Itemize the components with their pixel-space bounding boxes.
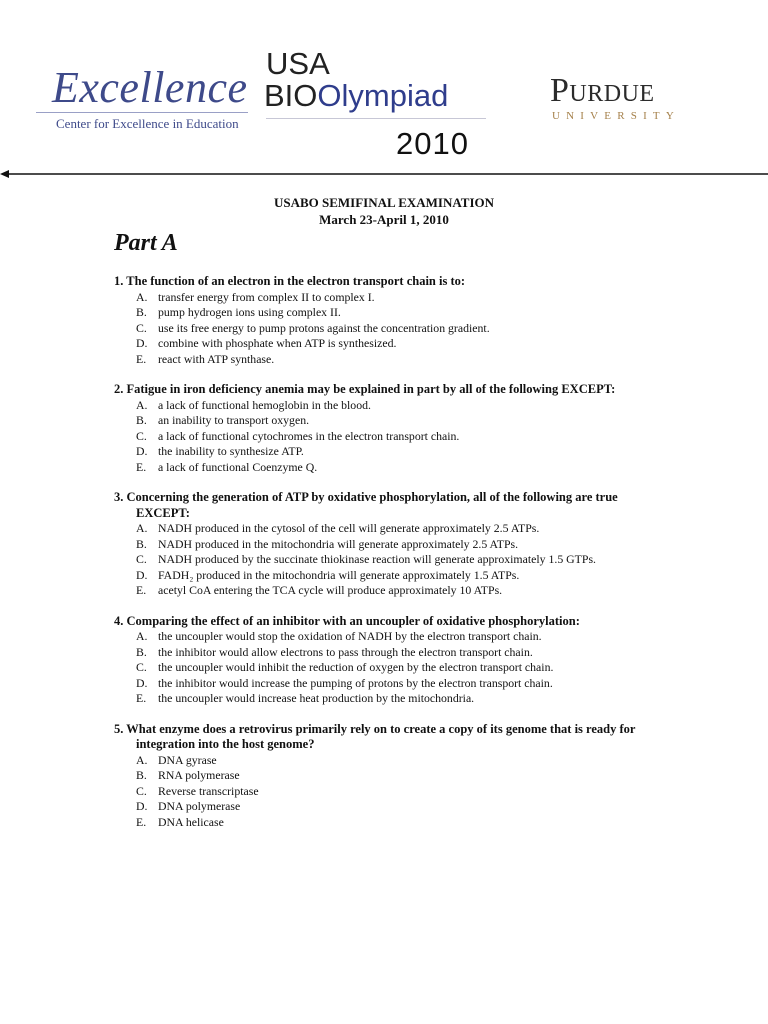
option-text: acetyl CoA entering the TCA cycle will produce approximately 10 ATPs. xyxy=(158,583,503,597)
answer-options xyxy=(114,629,674,707)
question-1 xyxy=(114,274,674,367)
option-text: the inability to synthesize ATP. xyxy=(158,444,304,458)
option-text: a lack of functional Coenzyme Q. xyxy=(158,459,318,474)
option-letter: B. xyxy=(136,644,147,659)
usabo-logo-bio: BIO xyxy=(264,78,318,113)
option-text: a lack of functional cytochromes in the electron transport chain. xyxy=(158,428,460,443)
answer-option xyxy=(114,629,674,645)
option-text: the inhibitor would increase the pumping of protons by the electron transport chain. xyxy=(158,675,553,690)
answer-option xyxy=(114,799,674,815)
answer-options xyxy=(114,753,674,831)
usabo-logo-bio-olympiad xyxy=(264,80,448,111)
answer-option xyxy=(114,398,674,414)
option-letter: E. xyxy=(136,459,147,474)
answer-option xyxy=(114,676,674,692)
option-letter: E. xyxy=(136,351,147,366)
option-letter: E. xyxy=(136,691,147,705)
option-letter: D. xyxy=(136,567,148,582)
question-text: 3. Concerning the generation of ATP by oxidative phosphorylation, all of the following are true EXCEPT: xyxy=(114,490,618,520)
arrowhead-left-icon xyxy=(0,170,9,178)
answer-option xyxy=(114,568,674,584)
usabo-logo-rule xyxy=(266,118,486,119)
answer-option xyxy=(114,290,674,306)
answer-option xyxy=(114,583,674,599)
excellence-logo xyxy=(32,60,252,132)
exam-title: USABO SEMIFINAL EXAMINATION xyxy=(273,195,495,210)
purdue-logo-name: Purdue xyxy=(550,72,655,109)
answer-option xyxy=(114,815,674,831)
option-letter: C. xyxy=(136,320,147,335)
option-letter: A. xyxy=(136,629,148,643)
option-letter: D. xyxy=(136,336,148,350)
answer-option xyxy=(114,521,674,537)
purdue-logo xyxy=(550,72,720,128)
option-letter: C. xyxy=(136,783,147,798)
answer-option xyxy=(114,444,674,460)
answer-options xyxy=(114,398,674,476)
option-letter: E. xyxy=(136,814,147,829)
option-letter: D. xyxy=(136,675,148,690)
option-letter: B. xyxy=(136,305,147,319)
option-text: the uncoupler would stop the oxidation of NADH by the electron transport chain. xyxy=(158,629,542,643)
answer-option xyxy=(114,352,674,368)
answer-option xyxy=(114,321,674,337)
option-text: pump hydrogen ions using complex II. xyxy=(158,305,341,319)
option-letter: B. xyxy=(136,768,147,782)
answer-option xyxy=(114,552,674,568)
option-text: the uncoupler would inhibit the reduction of oxygen by the electron transport chain. xyxy=(158,660,554,674)
answer-option xyxy=(114,460,674,476)
usabo-logo xyxy=(262,48,492,166)
answer-option xyxy=(114,336,674,352)
question-text: 1. The function of an electron in the electron transport chain is to: xyxy=(114,274,466,288)
option-letter: A. xyxy=(136,521,148,535)
usabo-logo-year: 2010 xyxy=(396,126,469,161)
option-text: transfer energy from complex II to complex I. xyxy=(158,289,375,304)
answer-option xyxy=(114,691,674,707)
option-letter: C. xyxy=(136,660,147,674)
option-letter: B. xyxy=(136,536,147,551)
answer-option xyxy=(114,753,674,769)
question-list xyxy=(114,274,674,845)
option-letter: C. xyxy=(136,428,147,443)
option-text: the inhibitor would allow electrons to pass through the electron transport chain. xyxy=(158,644,533,659)
answer-option xyxy=(114,537,674,553)
question-2 xyxy=(114,382,674,475)
option-text: Reverse transcriptase xyxy=(158,783,259,798)
option-text: NADH produced in the cytosol of the cell will generate approximately 2.5 ATPs. xyxy=(158,521,540,535)
question-text: 4. Comparing the effect of an inhibitor with an uncoupler of oxidative phosphorylation: xyxy=(114,613,580,628)
usabo-logo-usa: USA xyxy=(266,46,330,81)
excellence-logo-script: Excellence xyxy=(52,63,248,112)
option-text: the uncoupler would increase heat production by the mitochondria. xyxy=(158,691,475,705)
option-letter: E. xyxy=(136,583,147,597)
excellence-logo-rule xyxy=(36,112,248,113)
answer-option xyxy=(114,645,674,661)
option-letter: D. xyxy=(136,444,148,458)
option-letter: A. xyxy=(136,397,148,412)
answer-option xyxy=(114,429,674,445)
option-text: NADH produced in the mitochondria will generate approximately 2.5 ATPs. xyxy=(158,536,519,551)
option-letter: C. xyxy=(136,552,147,566)
option-letter: A. xyxy=(136,752,148,767)
option-text: NADH produced by the succinate thiokinase reaction will generate approximately 1.5 GTPs. xyxy=(158,552,596,566)
part-heading: Part A xyxy=(114,230,178,256)
answer-option xyxy=(114,660,674,676)
option-text: combine with phosphate when ATP is synthesized. xyxy=(158,336,397,350)
option-text: DNA polymerase xyxy=(158,799,241,813)
answer-options xyxy=(114,521,674,599)
answer-option xyxy=(114,413,674,429)
exam-dates: March 23-April 1, 2010 xyxy=(319,212,449,227)
question-text: 5. What enzyme does a retrovirus primarily rely on to create a copy of its genome that is ready for integration into the host genome? xyxy=(114,721,636,751)
option-letter: D. xyxy=(136,799,148,813)
option-letter: A. xyxy=(136,289,148,304)
option-text: RNA polymerase xyxy=(158,768,240,782)
header-divider-arrow xyxy=(0,167,768,181)
option-text: DNA helicase xyxy=(158,814,224,829)
purdue-logo-university: UNIVERSITY xyxy=(552,110,680,122)
option-text: use its free energy to pump protons against the concentration gradient. xyxy=(158,320,490,335)
answer-options xyxy=(114,290,674,368)
question-3 xyxy=(114,490,674,599)
option-text: a lack of functional hemoglobin in the blood. xyxy=(158,397,371,412)
option-text: an inability to transport oxygen. xyxy=(158,413,310,427)
option-letter: B. xyxy=(136,413,147,427)
question-4 xyxy=(114,614,674,707)
option-text: DNA gyrase xyxy=(158,752,217,767)
answer-option xyxy=(114,305,674,321)
option-text: react with ATP synthase. xyxy=(158,351,275,366)
question-5 xyxy=(114,722,674,831)
question-text: 2. Fatigue in iron deficiency anemia may be explained in part by all of the following EXCEPT: xyxy=(114,382,616,396)
answer-option xyxy=(114,784,674,800)
answer-option xyxy=(114,768,674,784)
option-text: FADH₂ produced in the mitochondria will generate approximately 1.5 ATPs. xyxy=(158,567,520,582)
excellence-logo-subtitle: Center for Excellence in Education xyxy=(56,116,239,131)
usabo-logo-olympiad: Olympiad xyxy=(317,78,449,113)
